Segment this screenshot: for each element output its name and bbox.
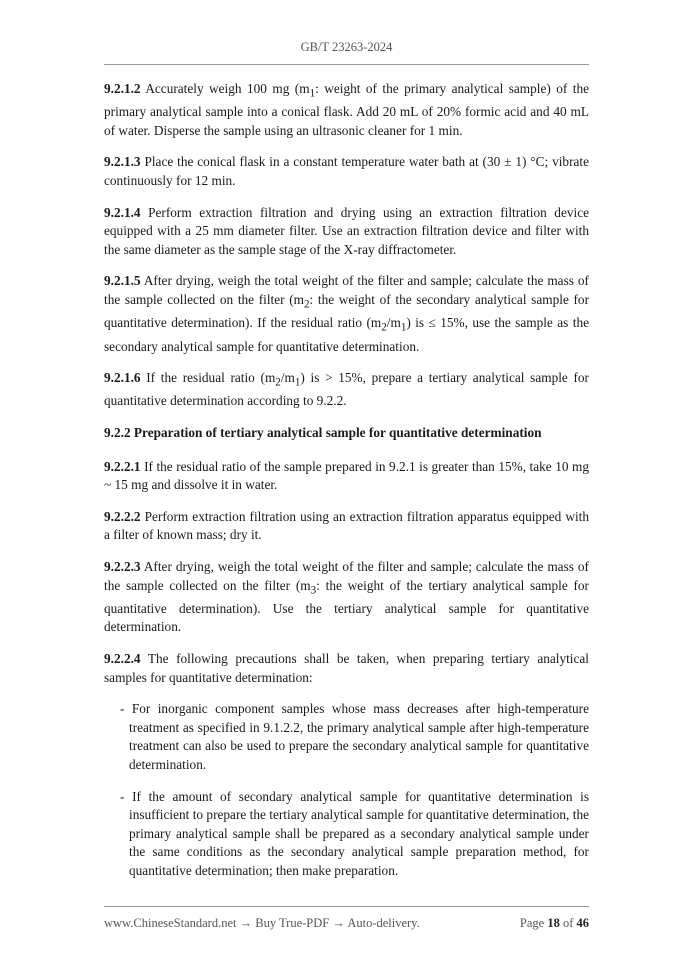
subscript: 2 <box>304 298 310 311</box>
footer-divider <box>104 906 589 907</box>
list-item: - For inorganic component samples whose mass decreases after high-temperature treatment as specified in 9.1.2.2, the primary analytical sample after high-temperature treatment can also be used to prepare the secondary analytical sample for quantitative determination. <box>120 701 589 772</box>
header-divider <box>104 64 589 65</box>
clause-text: : the weight of the secondary analytical sample for quantitative determination). If the residual ratio (m <box>104 292 590 331</box>
clause-number: 9.2.2.1 <box>104 458 141 474</box>
clause-text: If the residual ratio of the sample prepared in 9.2.1 is greater than 15%, take 10 mg ~ 15 mg and dissolve it in water. <box>104 458 589 493</box>
clause-9-2-1-3 <box>104 153 589 190</box>
clause-text: Perform extraction filtration and drying using an extraction filtration device equipped with a 25 mm diameter filter. Use an extraction filtration device and filter with the same diameter as the sample stage of the X-ray diffractometer. <box>104 204 589 257</box>
buy-true-pdf-link[interactable]: Buy True-PDF <box>255 916 330 930</box>
clause-text: If the residual ratio (m <box>140 370 276 386</box>
document-body <box>104 80 589 893</box>
clause-number: 9.2.2.3 <box>104 558 141 574</box>
clause-9-2-1-5 <box>104 272 589 356</box>
site-link[interactable]: www.ChineseStandard.net <box>104 916 237 930</box>
clause-9-2-2-2 <box>104 508 589 545</box>
subscript: 1 <box>294 376 301 389</box>
subscript: 1 <box>309 87 316 100</box>
clause-number: 9.2.2.2 <box>104 508 141 524</box>
clause-9-2-2-1 <box>104 458 589 495</box>
clause-text: /m <box>386 315 401 331</box>
clause-9-2-1-4 <box>104 204 589 260</box>
total-pages: 46 <box>576 916 589 930</box>
clause-text: : weight of the primary analytical sample) of the primary analytical sample into a conical flask. Add 20 mL of 20% formic acid and 40 mL of water. Disperse the sample using an ultrasonic cleaner for 1 min. <box>104 81 589 138</box>
clause-number: 9.2.1.5 <box>104 273 141 289</box>
clause-text: : the weight of the tertiary analytical sample for quantitative determination). Use the tertiary analytical sample for quantitative determination. <box>104 577 589 635</box>
clause-text: After drying, weigh the total weight of the filter and sample; calculate the mass of the sample collected on the filter (m <box>104 558 589 593</box>
clause-9-2-2-4 <box>104 650 589 687</box>
of-label: of <box>562 916 574 930</box>
clause-text: /m <box>280 370 295 386</box>
clause-number: 9.2.1.2 <box>104 81 141 96</box>
clause-9-2-1-2 <box>104 80 589 140</box>
clause-text: Perform extraction filtration using an extraction filtration apparatus equipped with a filter of known mass; dry it. <box>104 508 589 543</box>
clause-number: 9.2.1.4 <box>104 204 141 220</box>
standard-code: GB/T 23263-2024 <box>300 40 393 54</box>
clause-text: Accurately weigh 100 mg (m <box>140 81 310 96</box>
arrow-right-icon: → <box>239 916 253 930</box>
clause-text: ) is ≤ 15%, use the sample as the secondary analytical sample for quantitative determination. <box>104 315 589 354</box>
clause-text: After drying, weigh the total weight of the filter and sample; calculate the mass of the sample collected on the filter (m <box>104 273 589 307</box>
auto-delivery-text: Auto-delivery. <box>347 916 420 930</box>
page-label: Page <box>519 916 545 930</box>
clause-text: ) is > 15%, prepare a tertiary analytical sample for quantitative determination according to 9.2.2. <box>104 370 589 409</box>
footer-promo <box>104 916 420 931</box>
page-number <box>520 916 589 931</box>
page-header <box>0 40 693 55</box>
clause-9-2-1-6 <box>104 369 589 411</box>
subscript: 3 <box>310 584 317 597</box>
subscript: 1 <box>400 321 407 334</box>
clause-number: 9.2.1.6 <box>104 370 141 386</box>
section-heading-9-2-2: 9.2.2 Preparation of tertiary analytical sample for quantitative determination <box>104 424 542 440</box>
subscript: 2 <box>275 376 281 389</box>
clause-text: The following precautions shall be taken, when preparing tertiary analytical samples for quantitative determination: <box>104 650 589 685</box>
clause-text: Place the conical flask in a constant temperature water bath at (30 ± 1) °C; vibrate continuously for 12 min. <box>104 154 589 189</box>
current-page: 18 <box>547 916 560 930</box>
clause-9-2-2-3 <box>104 558 589 637</box>
arrow-right-icon: → <box>332 916 345 930</box>
clause-number: 9.2.1.3 <box>104 154 141 170</box>
list-item: - If the amount of secondary analytical sample for quantitative determination is insufficient to prepare the tertiary analytical sample for quantitative determination, the primary analytical sample shall be prepared as a secondary analytical sample under the same conditions as the secondary analytical sample preparation method, for quantitative determination; then make preparation. <box>120 788 589 878</box>
subscript: 2 <box>381 321 387 334</box>
clause-number: 9.2.2.4 <box>104 650 141 666</box>
